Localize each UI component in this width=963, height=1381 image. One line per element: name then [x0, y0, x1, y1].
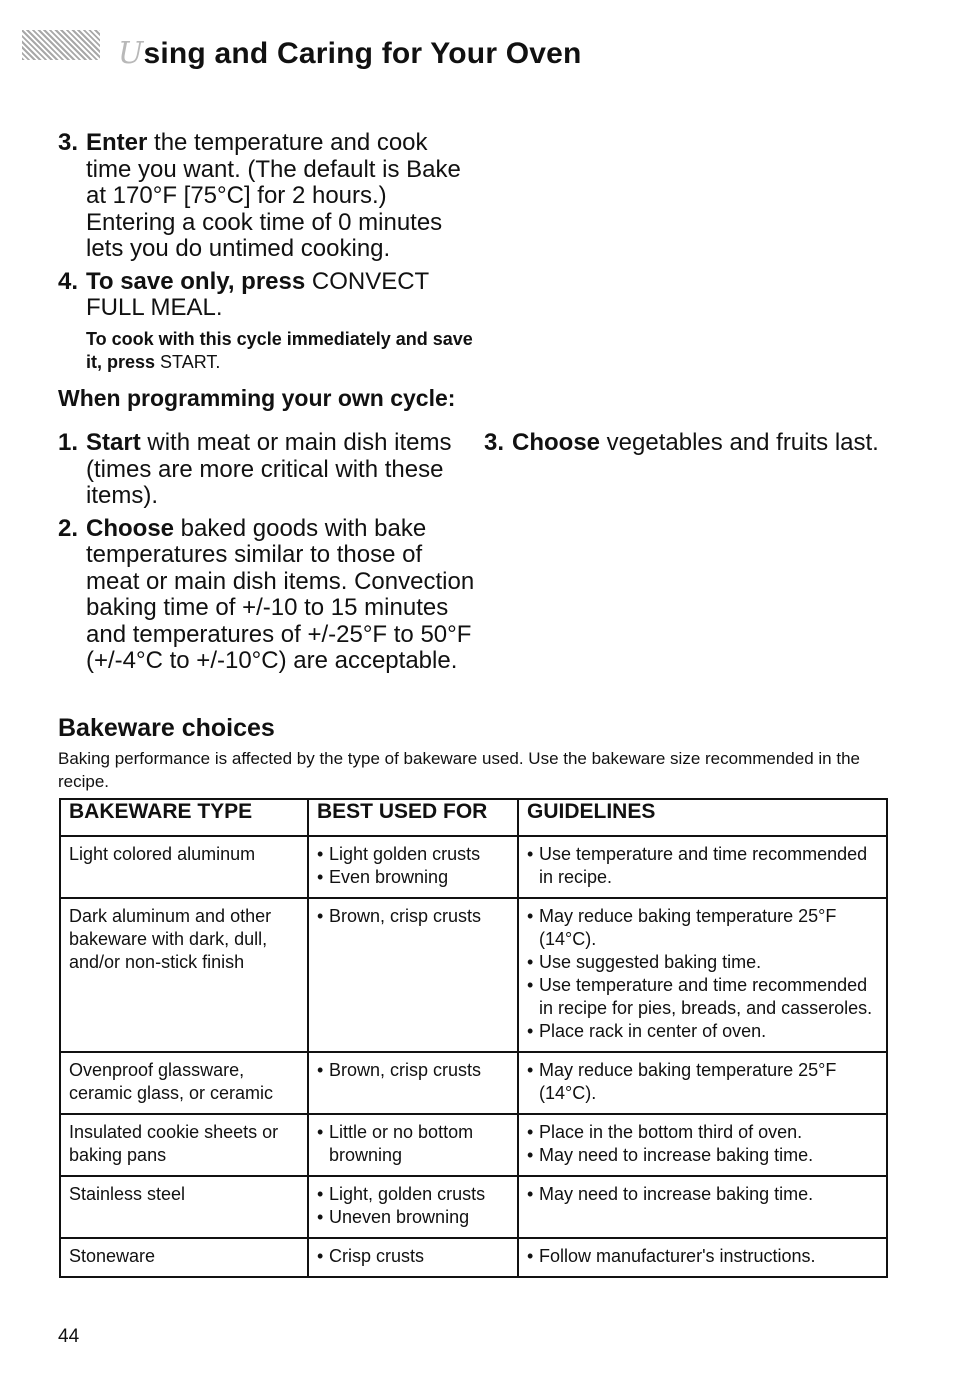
- bakeware-type-cell: Insulated cookie sheets or baking pans: [60, 1114, 308, 1176]
- guidelines-cell: [518, 836, 887, 898]
- list-item: • Light golden crusts: [317, 843, 509, 866]
- list-item: • Use suggested baking time.: [527, 951, 878, 974]
- table-row: [60, 836, 887, 898]
- list-item: • Uneven browning: [317, 1206, 509, 1229]
- step-number: 1.: [58, 429, 79, 456]
- page-title: [118, 36, 582, 71]
- list-item: • Crisp crusts: [317, 1245, 509, 1268]
- step-number: 3.: [58, 129, 79, 156]
- step-item: [58, 516, 478, 675]
- bakeware-type-cell: Stainless steel: [60, 1176, 308, 1238]
- list-item: • Use temperature and time recommended in recipe.: [527, 843, 878, 889]
- programming-steps: [58, 430, 478, 675]
- list-item: • May reduce baking temperature 25°F (14°C).: [527, 1059, 878, 1105]
- bakeware-table: [59, 798, 888, 1278]
- column-header-type: BAKEWARE TYPE: [60, 799, 308, 836]
- bakeware-type-cell: Light colored aluminum: [60, 836, 308, 898]
- table-row: [60, 898, 887, 1052]
- list-item: • Brown, crisp crusts: [317, 1059, 509, 1082]
- note-text: START.: [155, 351, 221, 372]
- column-header-best: BEST USED FOR: [308, 799, 518, 836]
- bakeware-intro: Baking performance is affected by the type of bakeware used. Use the bakeware size recommended in the recipe.: [58, 749, 860, 791]
- best-used-for-cell: [308, 1114, 518, 1176]
- table-header-row: [60, 799, 887, 836]
- guidelines-cell: [518, 1238, 887, 1277]
- best-used-for-cell: [308, 1238, 518, 1277]
- step-item: [484, 430, 944, 457]
- list-item: • May need to increase baking time.: [527, 1183, 878, 1206]
- step-number: 2.: [58, 514, 79, 542]
- guidelines-cell: [518, 1114, 887, 1176]
- step-keyword: Choose: [512, 429, 601, 456]
- step-number: 4.: [58, 267, 79, 295]
- title-text: sing and Caring for Your Oven: [143, 37, 582, 70]
- step-text: baked goods with bake temperatures similar to those of meat or main dish items. Convection baking time of +/-10 to 15 minutes and temperatures of +/-25°F to 50°F (+/-4°C to +/-10°C) are acceptable.: [86, 514, 475, 674]
- note-bold: To cook with this cycle immediately and save it, press: [86, 328, 473, 372]
- step-text: vegetables and fruits last.: [600, 429, 879, 456]
- page-number: 44: [58, 1326, 80, 1347]
- list-item: • May need to increase baking time.: [527, 1144, 878, 1167]
- header-decoration: [22, 30, 100, 60]
- step-item: [58, 130, 478, 263]
- list-item: • Use temperature and time recommended in recipe for pies, breads, and casseroles.: [527, 974, 878, 1020]
- list-item: • Little or no bottom browning: [317, 1121, 509, 1167]
- step-keyword: To save only, press: [86, 267, 306, 295]
- step-note: [58, 328, 478, 374]
- table-row: [60, 1238, 887, 1277]
- step-item: [58, 269, 478, 322]
- step-keyword: Choose: [86, 514, 175, 542]
- step-item: [58, 430, 478, 510]
- bakeware-type-cell: Stoneware: [60, 1238, 308, 1277]
- list-item: • Brown, crisp crusts: [317, 905, 509, 928]
- list-item: • Even browning: [317, 866, 509, 889]
- best-used-for-cell: [308, 836, 518, 898]
- list-item: • Place in the bottom third of oven.: [527, 1121, 878, 1144]
- bakeware-type-cell: Ovenproof glassware, ceramic glass, or ceramic: [60, 1052, 308, 1114]
- best-used-for-cell: [308, 1052, 518, 1114]
- programming-heading: When programming your own cycle:: [58, 385, 456, 411]
- table-row: [60, 1114, 887, 1176]
- step-keyword: Start: [86, 429, 141, 456]
- column-header-guidelines: GUIDELINES: [518, 799, 887, 836]
- table-row: [60, 1176, 887, 1238]
- list-item: • Place rack in center of oven.: [527, 1020, 878, 1043]
- best-used-for-cell: [308, 1176, 518, 1238]
- bakeware-heading: Bakeware choices: [58, 714, 275, 742]
- guidelines-cell: [518, 898, 887, 1052]
- list-item: • Light, golden crusts: [317, 1183, 509, 1206]
- step-keyword: Enter: [86, 129, 148, 156]
- guidelines-cell: [518, 1052, 887, 1114]
- title-initial: U: [118, 36, 144, 71]
- list-item: • Follow manufacturer's instructions.: [527, 1245, 878, 1268]
- cook-steps: [58, 130, 478, 374]
- best-used-for-cell: [308, 898, 518, 1052]
- table-row: [60, 1052, 887, 1114]
- step-text: CONVECT FULL MEAL.: [86, 267, 429, 321]
- step-number: 3.: [484, 429, 505, 456]
- list-item: • May reduce baking temperature 25°F (14°C).: [527, 905, 878, 951]
- bakeware-type-cell: Dark aluminum and other bakeware with dark, dull, and/or non-stick finish: [60, 898, 308, 1052]
- step-text: the temperature and cook time you want. (The default is Bake at 170°F [75°C] for 2 hours.) Entering a cook time of 0 minutes lets you do untimed cooking.: [86, 129, 461, 262]
- guidelines-cell: [518, 1176, 887, 1238]
- step-text: with meat or main dish items (times are more critical with these items).: [86, 429, 452, 509]
- programming-steps-right: [484, 430, 944, 457]
